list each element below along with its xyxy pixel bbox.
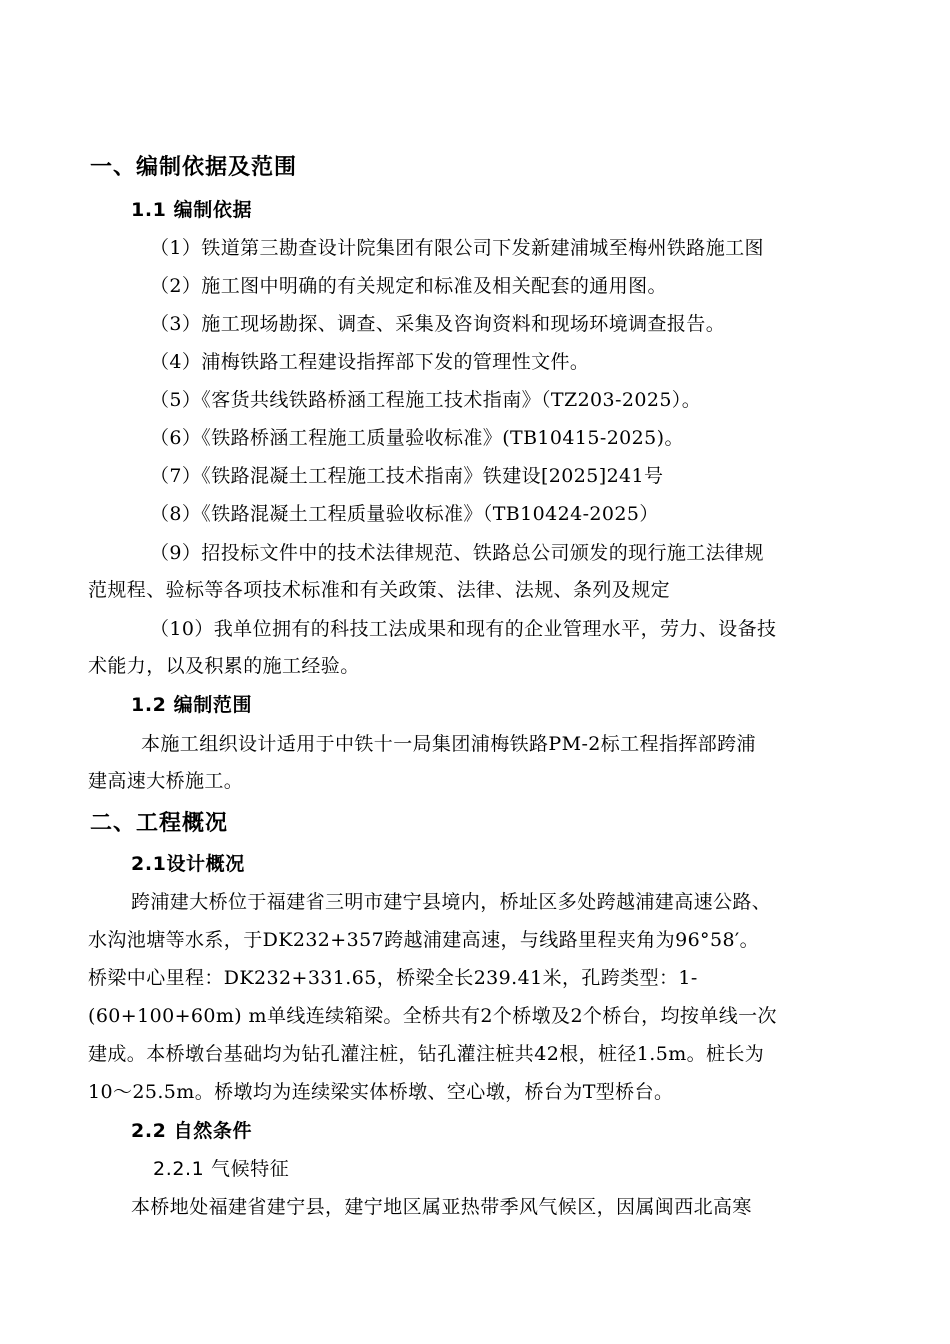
subsection-heading-2-2: 2.2 自然条件 [131, 1120, 253, 1142]
basis-item-7: （7）《铁路混凝土工程施工技术指南》铁建设[2025]241号 [150, 465, 664, 487]
basis-item-9: （9）招投标文件中的技术法律规范、铁路总公司颁发的现行施工法律规 [150, 542, 764, 564]
subsection-heading-1-1: 1.1 编制依据 [131, 199, 253, 221]
basis-item-1: （1）铁道第三勘查设计院集团有限公司下发新建浦城至梅州铁路施工图 [150, 237, 764, 259]
subsubsection-heading-2-2-1: 2.2.1 气候特征 [153, 1158, 290, 1180]
section-heading-2: 二、工程概况 [90, 811, 229, 836]
basis-item-2: （2）施工图中明确的有关规定和标准及相关配套的通用图。 [150, 275, 667, 297]
basis-item-3: （3）施工现场勘探、调查、采集及咨询资料和现场环境调查报告。 [150, 313, 726, 335]
overview-line-3: 桥梁中心里程：DK232+331.65，桥梁全长239.41米，孔跨类型：1- [88, 967, 698, 989]
basis-item-4: （4）浦梅铁路工程建设指挥部下发的管理性文件。 [150, 351, 590, 373]
overview-line-5: 建成。本桥墩台基础均为钻孔灌注桩，钻孔灌注桩共42根，桩径1.5m。桩长为 [88, 1043, 765, 1065]
basis-item-10-cont: 术能力，以及积累的施工经验。 [88, 655, 360, 677]
basis-item-6: （6）《铁路桥涵工程施工质量验收标准》(TB10415-2025)。 [150, 427, 684, 449]
climate-line-1: 本桥地处福建省建宁县，建宁地区属亚热带季风气候区，因属闽西北高寒 [131, 1196, 752, 1218]
scope-paragraph-line-1: 本施工组织设计适用于中铁十一局集团浦梅铁路PM-2标工程指挥部跨浦 [141, 733, 756, 755]
basis-item-8: （8）《铁路混凝土工程质量验收标准》（TB10424-2025） [150, 503, 659, 525]
subsection-heading-2-1: 2.1设计概况 [131, 853, 245, 875]
section-heading-1: 一、编制依据及范围 [90, 155, 298, 180]
overview-line-4: (60+100+60m) m单线连续箱梁。全桥共有2个桥墩及2个桥台，均按单线一次 [88, 1005, 777, 1027]
subsection-heading-1-2: 1.2 编制范围 [131, 694, 253, 716]
basis-item-9-cont: 范规程、验标等各项技术标准和有关政策、法律、法规、条列及规定 [88, 579, 671, 601]
overview-line-1: 跨浦建大桥位于福建省三明市建宁县境内，桥址区多处跨越浦建高速公路、 [131, 891, 772, 913]
basis-item-5: （5）《客货共线铁路桥涵工程施工技术指南》（TZ203-2025）。 [150, 389, 702, 411]
basis-item-10: （10）我单位拥有的科技工法成果和现有的企业管理水平，劳力、设备技 [150, 618, 777, 640]
scope-paragraph-line-2: 建高速大桥施工。 [88, 770, 244, 792]
overview-line-2: 水沟池塘等水系，于DK232+357跨越浦建高速，与线路里程夹角为96°58′。 [88, 929, 760, 951]
overview-line-6: 10～25.5m。桥墩均为连续梁实体桥墩、空心墩，桥台为T型桥台。 [88, 1081, 674, 1103]
